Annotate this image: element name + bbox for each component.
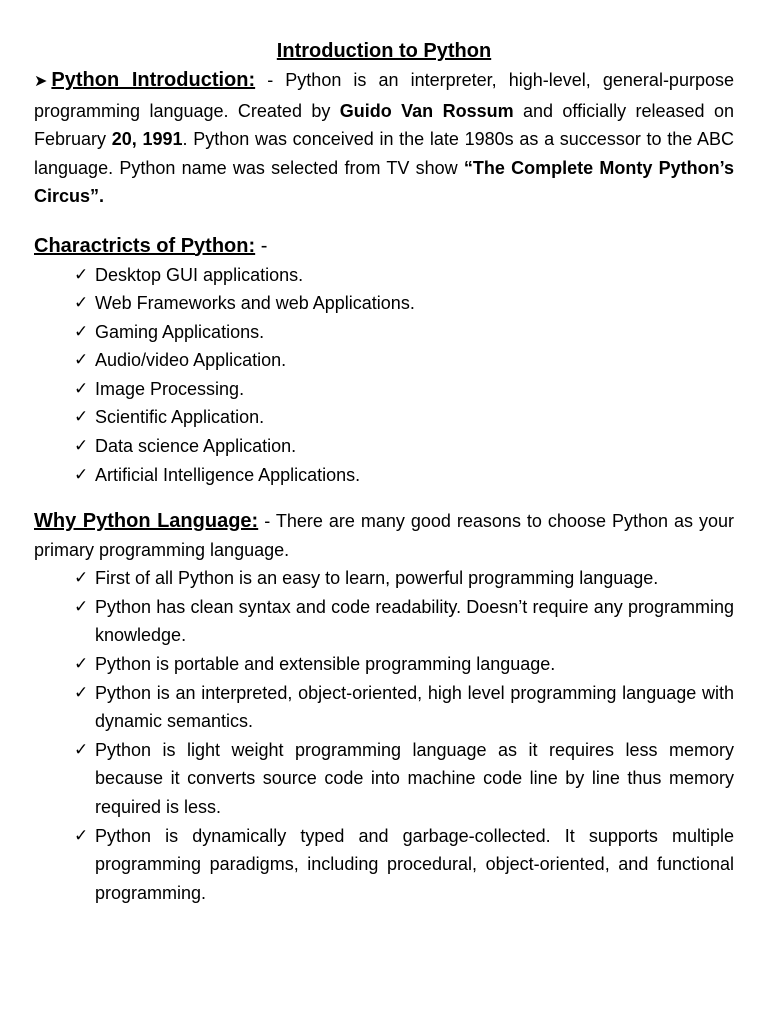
list-item [34,403,734,432]
checkmark-icon: ✓ [74,378,89,398]
list-item [34,375,734,404]
checkmark-icon: ✓ [74,436,89,456]
arrowhead-bullet-icon: ➤ [34,73,48,90]
intro-show-name: “The Complete Monty Python’s Circus”. [34,157,734,206]
checkmark-icon: ✓ [74,464,89,484]
list-item [34,289,734,318]
list-item [34,261,734,290]
characteristics-list [34,261,734,490]
list-item-text: First of all Python is an easy to learn, powerful programming language. [95,568,659,589]
characteristics-heading: Charactricts of Python: [34,234,256,257]
list-item [34,432,734,461]
list-item-text: Artificial Intelligence Applications. [95,464,361,485]
list-item-text: Image Processing. [95,378,245,399]
checkmark-icon: ✓ [74,293,89,313]
intro-paragraph [34,66,734,211]
checkmark-icon: ✓ [74,350,89,370]
spacer [34,211,734,231]
list-item-text: Python is light weight programming language as it requires less memory because it converts source code into machine code line by line thus memory required is less. [95,739,734,817]
spacer [34,489,734,507]
list-item [34,650,734,679]
list-item [34,736,734,822]
why-text: - There are many good reasons to choose Python as your primary programming language. [34,511,735,560]
intro-creator: Guido Van Rossum [339,100,514,121]
list-item [34,679,734,736]
why-list [34,564,734,907]
list-item [34,346,734,375]
list-item-text: Python has clean syntax and code readability. Doesn’t require any programming knowledge. [95,596,734,646]
list-item-text: Python is dynamically typed and garbage-collected. It supports multiple programming paradigms, including procedural, object-oriented, and functional programming. [95,825,734,903]
list-item [34,822,734,908]
list-item [34,318,734,347]
checkmark-icon: ✓ [74,321,89,341]
intro-heading: Python Introduction: [51,69,256,91]
list-item-text: Python is portable and extensible programming language. [95,654,556,675]
intro-date: 20, 1991 [111,129,183,149]
checkmark-icon: ✓ [74,264,89,284]
why-paragraph [34,507,734,564]
list-item-text: Audio/video Application. [95,350,287,371]
checkmark-icon: ✓ [74,407,89,427]
list-item-text: Data science Application. [95,436,297,457]
list-item-text: Python is an interpreted, object-oriented, high level programming language with dynamic semantics. [95,682,734,732]
checkmark-icon: ✓ [74,596,89,616]
why-heading: Why Python Language: [34,510,259,533]
checkmark-icon: ✓ [74,682,89,702]
characteristics-heading-line [34,231,734,261]
document-page [34,36,734,907]
list-item [34,564,734,593]
list-item [34,593,734,650]
checkmark-icon: ✓ [74,568,89,588]
intro-text-1: - Python is an interpreter, high-level, general-purpose programming language. Created by [34,70,734,121]
list-item-text: Gaming Applications. [95,321,265,342]
checkmark-icon: ✓ [74,825,89,845]
list-item-text: Desktop GUI applications. [95,264,304,285]
checkmark-icon: ✓ [74,739,89,759]
list-item-text: Scientific Application. [95,407,265,428]
checkmark-icon: ✓ [74,654,89,674]
intro-text-3: . Python was conceived in the late 1980s as a successor to the ABC language. Python name was selected from TV show [34,129,734,178]
list-item-text: Web Frameworks and web Applications. [95,293,415,314]
characteristics-suffix: - [255,234,268,257]
list-item [34,461,734,490]
intro-text-2: and officially released on February [34,100,734,149]
page-title: Introduction to Python [276,40,492,62]
